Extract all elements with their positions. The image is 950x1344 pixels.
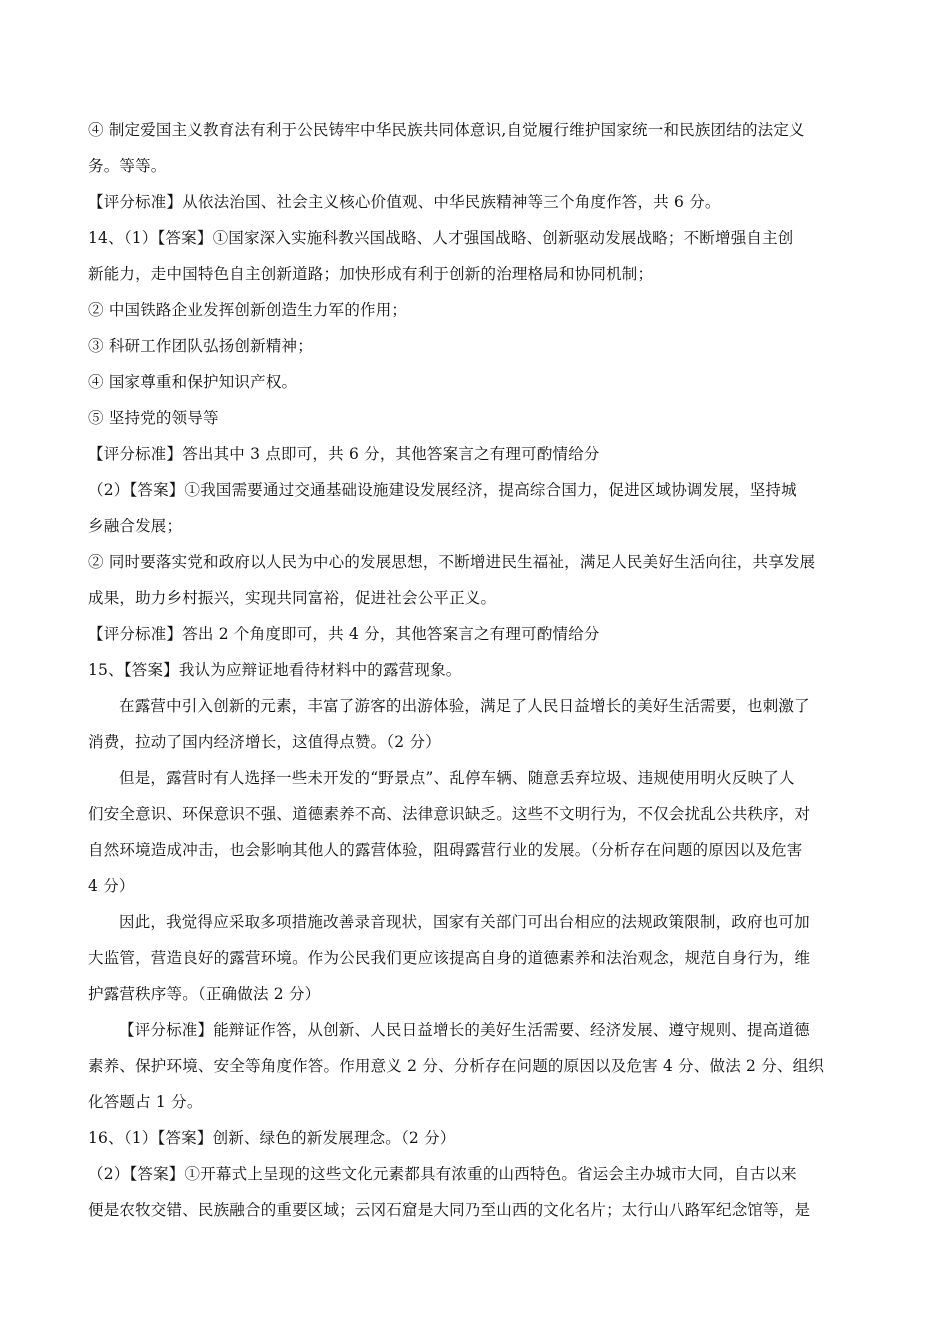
text-line: 素养、保护环境、安全等角度作答。作用意义 2 分、分析存在问题的原因以及危害 4 分、做法 2 分、组织	[88, 1057, 825, 1075]
text-line: ④ 制定爱国主义教育法有利于公民铸牢中华民族共同体意识,自觉履行维护国家统一和民族团结的法定义	[88, 121, 805, 139]
question-16-answer: 16、（1）【答案】创新、绿色的新发展理念。（2 分）	[88, 1129, 456, 1147]
text-line: ④ 国家尊重和保护知识产权。	[88, 373, 298, 391]
text-line: 4 分）	[88, 877, 135, 895]
scoring-criteria-line: 【评分标准】从依法治国、社会主义核心价值观、中华民族精神等三个角度作答，共 6 分。	[88, 193, 721, 211]
text-line: 大监管，营造良好的露营环境。作为公民我们更应该提高自身的道德素养和法治观念，规范自身行为，维	[88, 949, 811, 967]
document-page	[88, 112, 868, 1228]
paragraph-line: 因此，我觉得应采取多项措施改善录音现状，国家有关部门可出台相应的法规政策限制，政府也可加	[119, 913, 810, 931]
question-14-part-2-answer: （2）【答案】①我国需要通过交通基础设施建设发展经济，提高综合国力，促进区域协调发展，坚持城	[88, 481, 797, 499]
text-line: 护露营秩序等。（正确做法 2 分）	[88, 985, 321, 1003]
text-line: 化答题占 1 分。	[88, 1093, 203, 1111]
text-line: 务。等等。	[88, 157, 167, 175]
text-line: ② 中国铁路企业发挥创新创造生力军的作用；	[88, 301, 408, 319]
scoring-criteria-line: 【评分标准】答出其中 3 点即可，共 6 分，其他答案言之有理可酌情给分	[88, 445, 600, 463]
question-15-answer: 15、【答案】我认为应辩证地看待材料中的露营现象。	[88, 661, 462, 679]
text-line: 成果，助力乡村振兴，实现共同富裕，促进社会公平正义。	[88, 589, 497, 607]
question-16-part-2-answer: （2）【答案】①开幕式上呈现的这些文化元素都具有浓重的山西特色。省运会主办城市大同，自古以来	[88, 1165, 797, 1183]
text-line: 消费，拉动了国内经济增长，这值得点赞。（2 分）	[88, 733, 441, 751]
scoring-criteria-line: 【评分标准】答出 2 个角度即可，共 4 分，其他答案言之有理可酌情给分	[88, 625, 600, 643]
text-line: ② 同时要落实党和政府以人民为中心的发展思想，不断增进民生福祉，满足人民美好生活向往，共享发展	[88, 553, 816, 571]
question-14-answer: 14、（1）【答案】①国家深入实施科教兴国战略、人才强国战略、创新驱动发展战略；不断增强自主创	[88, 229, 794, 247]
text-line: 便是农牧交错、民族融合的重要区域；云冈石窟是大同乃至山西的文化名片；太行山八路军纪念馆等，是	[88, 1201, 811, 1219]
text-line: 们安全意识、环保意识不强、道德素养不高、法律意识缺乏。这些不文明行为，不仅会扰乱公共秩序，对	[88, 805, 811, 823]
text-line: 乡融合发展；	[88, 517, 183, 535]
text-line: ③ 科研工作团队弘扬创新精神；	[88, 337, 313, 355]
paragraph-line: 但是，露营时有人选择一些未开发的“野景点”、乱停车辆、随意丢弃垃圾、违规使用明火反映了人	[119, 769, 795, 787]
paragraph-line: 在露营中引入创新的元素，丰富了游客的出游体验，满足了人民日益增长的美好生活需要，也刺激了	[119, 697, 810, 715]
scoring-criteria-line: 【评分标准】能辩证作答，从创新、人民日益增长的美好生活需要、经济发展、遵守规则、提高道德	[119, 1021, 810, 1039]
text-line: ⑤ 坚持党的领导等	[88, 409, 219, 427]
text-line: 自然环境造成冲击，也会影响其他人的露营体验，阻碍露营行业的发展。（分析存在问题的原因以及危害	[88, 841, 803, 859]
text-line: 新能力，走中国特色自主创新道路；加快形成有利于创新的治理格局和协同机制；	[88, 265, 654, 283]
